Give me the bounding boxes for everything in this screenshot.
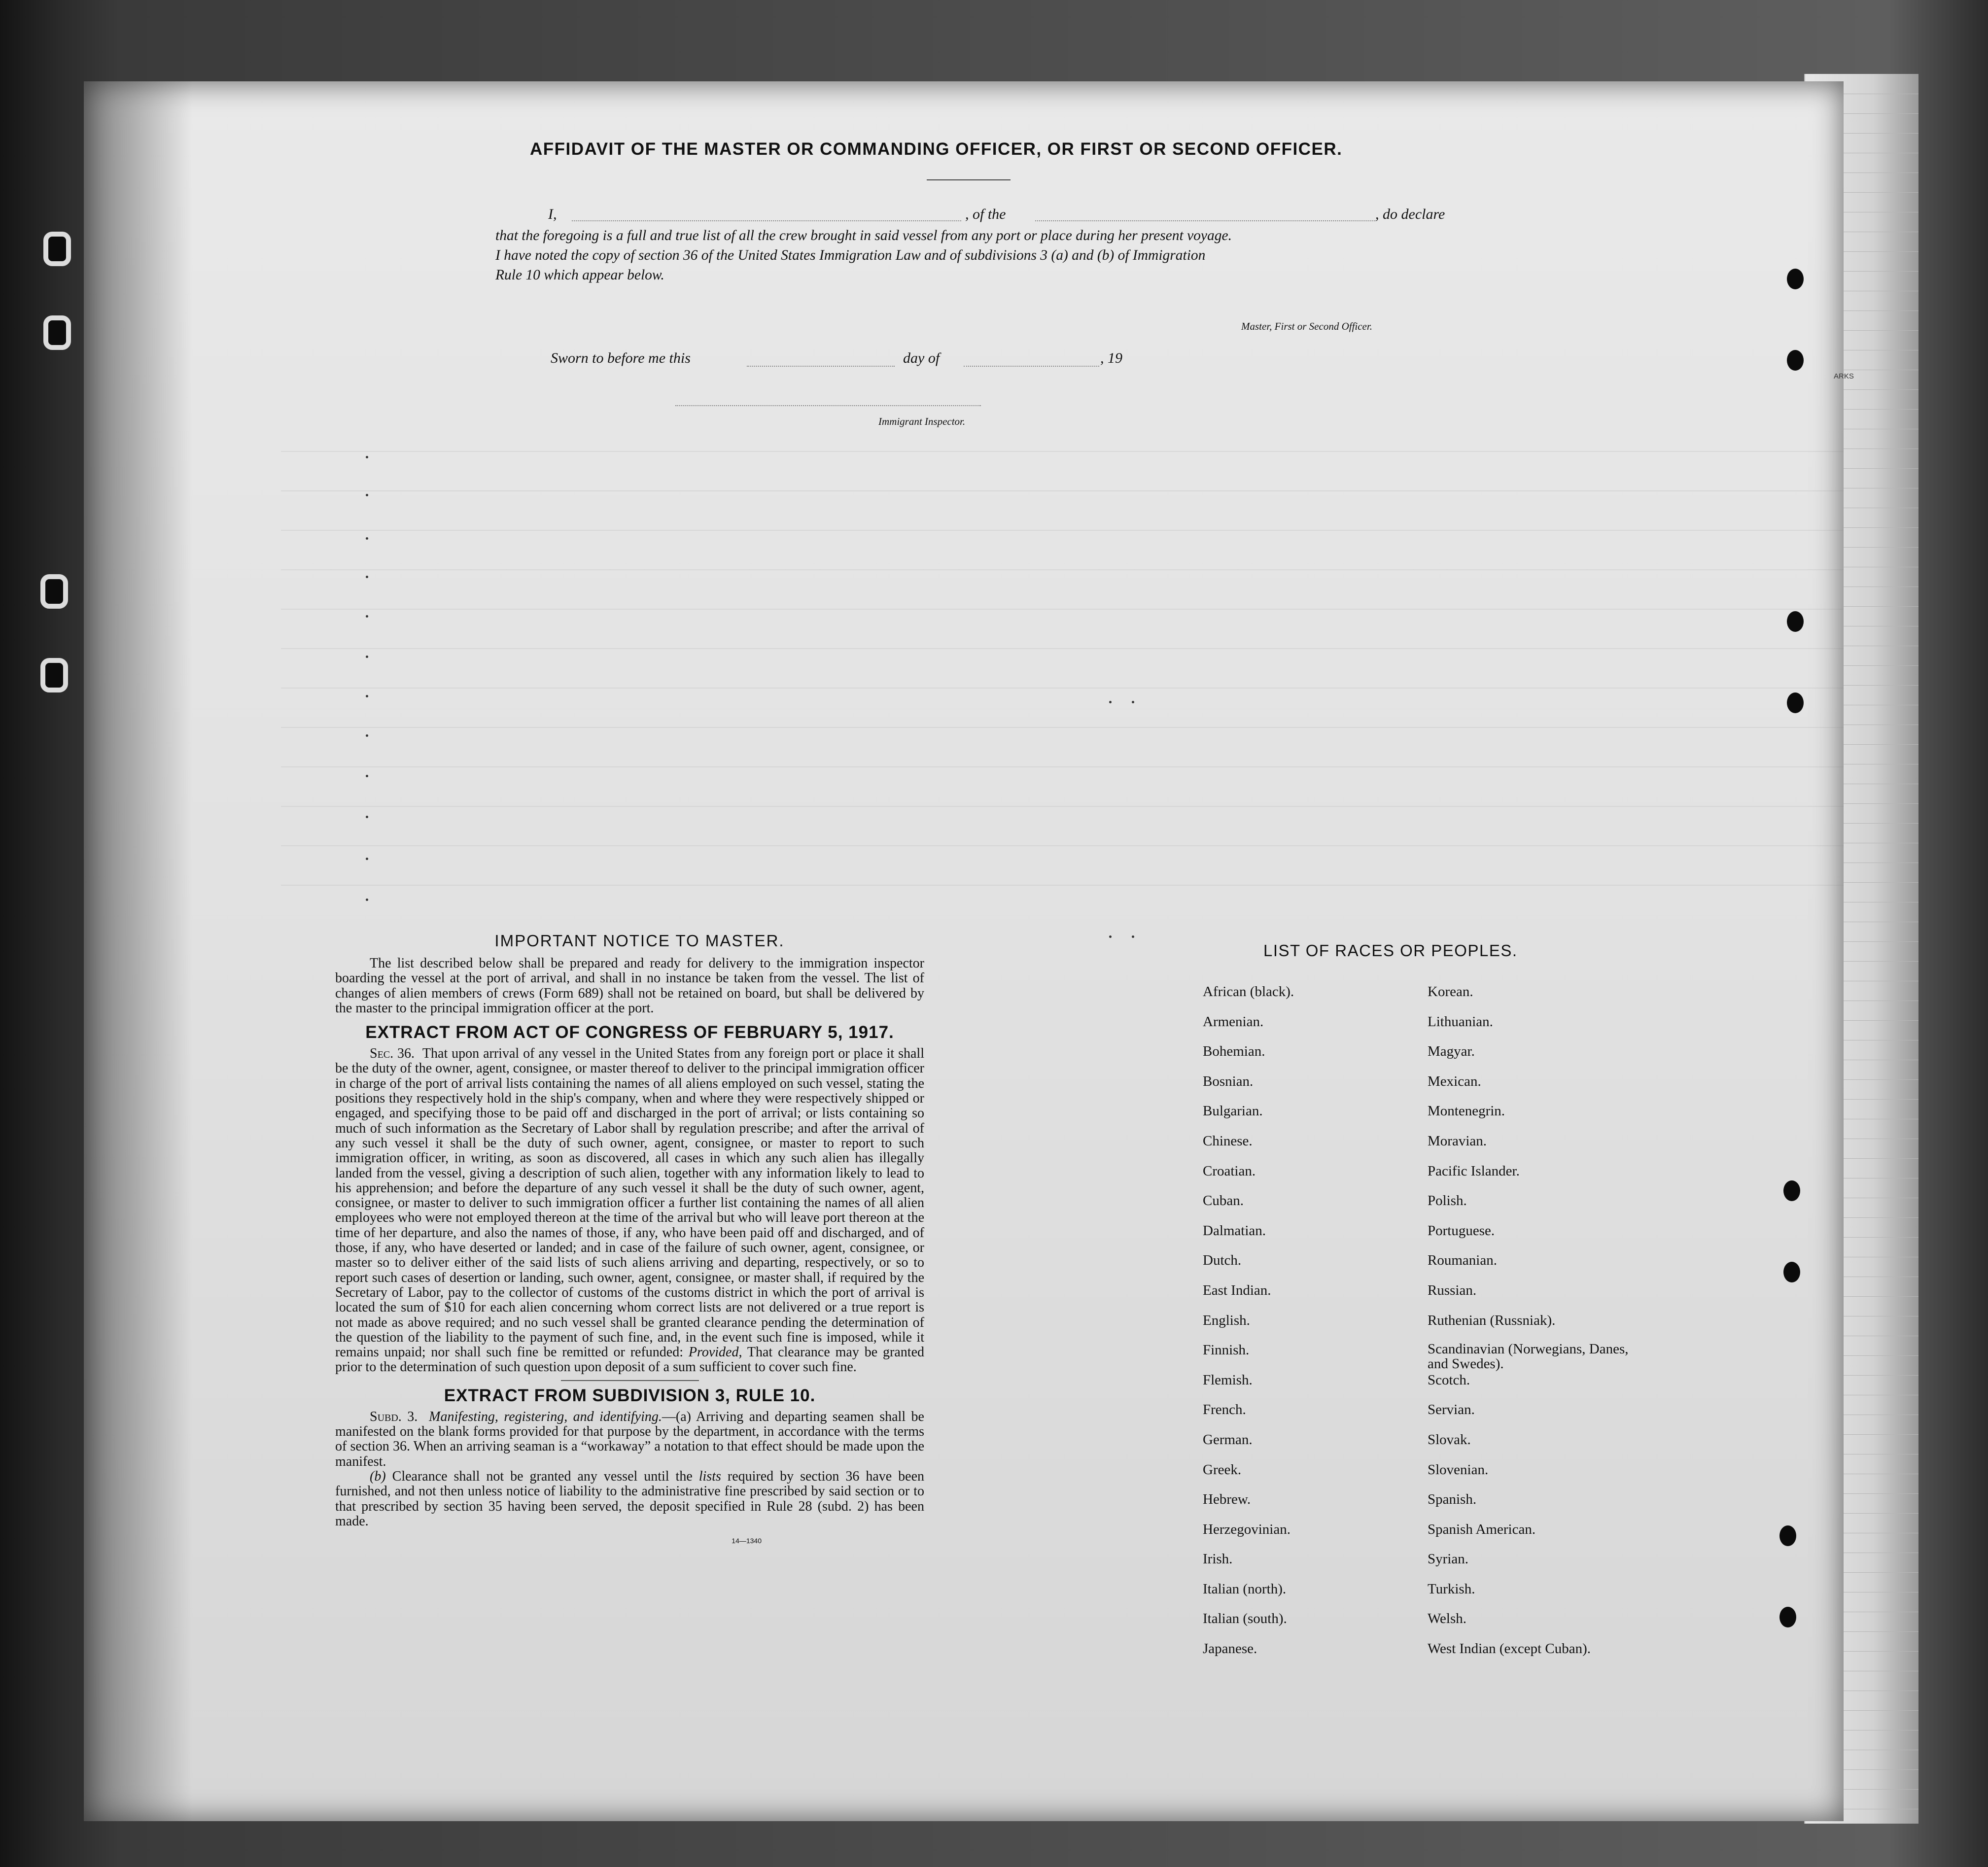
race-item: Japanese.: [1203, 1641, 1257, 1657]
punch-hole: [40, 574, 68, 609]
race-item: Italian (north).: [1203, 1581, 1287, 1597]
punch-hole: [1787, 269, 1804, 289]
race-item: East Indian.: [1203, 1282, 1271, 1298]
race-item: Moravian.: [1428, 1133, 1487, 1149]
race-item: Italian (south).: [1203, 1611, 1287, 1627]
race-item: Mexican.: [1428, 1073, 1481, 1089]
race-item: African (black).: [1203, 984, 1294, 1000]
tick-dot: [366, 858, 368, 860]
race-item: Roumanian.: [1428, 1252, 1497, 1269]
race-item: Portuguese.: [1428, 1222, 1495, 1239]
tick-dot: [366, 494, 368, 496]
notice-heading: IMPORTANT NOTICE TO MASTER.: [494, 932, 785, 950]
inspector-caption: Immigrant Inspector.: [878, 415, 966, 427]
race-item: Scandinavian (Norwegians, Danes, and Swedes).: [1428, 1341, 1629, 1372]
punch-hole: [40, 658, 68, 692]
subd-b-paragraph: [335, 1469, 924, 1529]
affidavit-do-declare: , do declare: [1375, 206, 1445, 222]
subd-a-text: Arriving and departing seamen shall be manifested on the blank forms provided for that purpose by the department, in accordance with the terms of section 36. When an arriving seaman is a “workaway” a notation to that effect should be made upon the manifest.: [335, 1409, 924, 1469]
punch-hole: [1779, 1525, 1796, 1546]
inspector-signature-line: [675, 405, 981, 406]
tick-dot: [1109, 701, 1112, 703]
sworn-label: Sworn to before me this: [551, 350, 691, 366]
race-item: Flemish.: [1203, 1372, 1253, 1388]
punch-hole: [1787, 350, 1804, 371]
races-list-left: [1203, 983, 1294, 1670]
race-item: Greek.: [1203, 1461, 1242, 1478]
tick-dot: [366, 734, 368, 737]
ghost-row: [281, 806, 1844, 807]
race-item: Scotch.: [1428, 1372, 1470, 1388]
tick-dot: [1109, 935, 1112, 938]
ghost-row: [281, 885, 1844, 886]
ghost-row: [281, 688, 1844, 689]
subd-a-paragraph: [335, 1410, 924, 1469]
tick-dot: [366, 899, 368, 901]
act-extract-text: [335, 1046, 924, 1375]
race-item: Polish.: [1428, 1193, 1467, 1209]
race-item: English.: [1203, 1312, 1250, 1328]
race-item: Spanish American.: [1428, 1521, 1536, 1537]
race-item: Hebrew.: [1203, 1491, 1251, 1508]
tick-dot: [366, 816, 368, 818]
ghost-row: [281, 451, 1844, 452]
subd-label: Subd. 3.: [370, 1409, 418, 1424]
race-item: Russian.: [1428, 1282, 1477, 1298]
ghost-row: [281, 569, 1844, 570]
tick-dot: [366, 615, 368, 618]
provided-word: Provided,: [688, 1345, 742, 1360]
tick-dot: [366, 695, 368, 697]
race-item: Croatian.: [1203, 1163, 1256, 1179]
affidavit-body-line: I have noted the copy of section 36 of the United States Immigration Law and of subdivisions 3 (a) and (b) of Immigration: [495, 247, 1206, 263]
officer-caption: Master, First or Second Officer.: [1241, 320, 1372, 332]
race-item: Slovak.: [1428, 1431, 1471, 1448]
punch-hole: [1779, 1607, 1796, 1627]
lists-word: lists: [698, 1468, 721, 1484]
races-list-right: [1428, 983, 1639, 1670]
affidavit-body-line: Rule 10 which appear below.: [495, 267, 664, 283]
day-of-label: day of: [903, 350, 940, 366]
race-item: Finnish.: [1203, 1342, 1250, 1358]
race-item: Syrian.: [1428, 1551, 1468, 1567]
rule-extract-heading: EXTRACT FROM SUBDIVISION 3, RULE 10.: [444, 1385, 816, 1405]
left-column: [335, 932, 924, 1545]
subd-title: Manifesting, registering, and identifying.: [429, 1409, 662, 1424]
race-item: Welsh.: [1428, 1611, 1467, 1627]
race-item: Pacific Islander.: [1428, 1163, 1520, 1179]
race-item: German.: [1203, 1431, 1253, 1448]
ghost-row: [281, 648, 1844, 649]
race-item: Bulgarian.: [1203, 1103, 1263, 1119]
subd-a-label: —(a): [662, 1409, 691, 1424]
punch-hole: [1783, 1262, 1800, 1282]
race-item: Dutch.: [1203, 1252, 1242, 1269]
race-item: Dalmatian.: [1203, 1222, 1266, 1239]
race-item: Bohemian.: [1203, 1043, 1265, 1060]
ghost-row: [281, 766, 1844, 767]
subd-b-label: (b): [370, 1468, 386, 1484]
races-heading: LIST OF RACES OR PEOPLES.: [1263, 941, 1518, 960]
tick-dot: [366, 537, 368, 540]
title-rule: [927, 179, 1011, 180]
tick-dot: [366, 656, 368, 658]
race-item: Armenian.: [1203, 1013, 1264, 1030]
race-item: Chinese.: [1203, 1133, 1253, 1149]
tick-dot: [366, 456, 368, 458]
ghost-row: [281, 845, 1844, 846]
tick-dot: [366, 576, 368, 578]
race-item: Magyar.: [1428, 1043, 1475, 1060]
form-code: 14—1340: [732, 1537, 762, 1545]
race-item: Turkish.: [1428, 1581, 1475, 1597]
race-item: Cuban.: [1203, 1193, 1244, 1209]
affidavit-body-line: that the foregoing is a full and true list of all the crew brought in said vessel from any port or place during her present voyage.: [495, 228, 1232, 243]
subd-b-text-end: required by section 36 have been furnished, and not then unless notice of liability to the administrative fine prescribed by said section or to that prescribed by section 35 having been served, the deposit specified in Rule 28 (subd. 2) has been made.: [335, 1468, 925, 1529]
margin-text: ARKS: [1834, 372, 1854, 380]
affidavit-i: I,: [548, 206, 557, 222]
year-label: , 19: [1100, 350, 1122, 366]
punch-hole: [1783, 1180, 1800, 1201]
affidavit-body: [495, 226, 1471, 285]
vessel-blank: [1035, 220, 1375, 221]
race-item: Slovenian.: [1428, 1461, 1489, 1478]
notice-text: The list described below shall be prepared and ready for delivery to the immigration inspector boarding the vessel at the port of arrival, and shall in no instance be taken from the vessel. The list of changes of alien members of crews (Form 689) shall not be retained on board, but shall be delivered by the master to the principal immigration officer at the port.: [335, 956, 924, 1016]
section-label: Sec. 36.: [370, 1046, 415, 1062]
section-rule: [561, 1380, 699, 1381]
tick-dot: [366, 775, 368, 777]
ghost-row: [281, 490, 1844, 491]
race-item: Spanish.: [1428, 1491, 1477, 1508]
affidavit-title: AFFIDAVIT OF THE MASTER OR COMMANDING OFFICER, OR FIRST OR SECOND OFFICER.: [530, 139, 1343, 159]
punch-hole: [1787, 692, 1804, 713]
race-item: Lithuanian.: [1428, 1013, 1493, 1030]
punch-hole: [43, 232, 71, 266]
affidavit-of-the: , of the: [965, 206, 1006, 222]
race-item: Bosnian.: [1203, 1073, 1254, 1089]
act-text-end: That clearance may be granted prior to the determination of such question upon deposit of a sum sufficient to cover such fine.: [335, 1345, 925, 1375]
race-item: Ruthenian (Russniak).: [1428, 1312, 1556, 1328]
subd-b-text: Clearance shall not be granted any vessel until the: [392, 1468, 693, 1484]
act-text: That upon arrival of any vessel in the United States from any foreign port or place it shall be the duty of the owner, agent, consignee, or master thereof to deliver to the principal immigration officer in charge of the port of arrival lists containing the names of all aliens employed on such vessel, stating the positions they respectively hold in the ship's company, when and where they were respectively shipped or engaged, and specifying those to be paid off and discharged in the port of arrival; or lists containing so much of such information as the Secretary of Labor shall by regulation prescribe; and after the arrival of any such vessel it shall be the duty of such owner, agent, consignee, or master to report to such immigration officer, in writing, as soon as discovered, all cases in which any such alien has illegally landed from the vessel, giving a description of such alien, together with any information likely to lead to his apprehension; and before the departure of any such vessel it shall be the duty of such owner, agent, consignee, or master to deliver to such immigration officer a further list containing the names of all alien employees who were not employed thereon at the time of the arrival but who will leave port thereon at the time of her departure, and also the names of those, if any, who have been paid off and discharged, and of those, if any, who have deserted or landed; and in case of the failure of such owner, agent, consignee, or master so to deliver either of the said lists of such aliens arriving and departing, respectively, or so to report such cases of desertion or landing, such owner, agent, consignee, or master shall, if required by the Secretary of Labor, pay to the collector of customs of the customs district in which the port of arrival is located the sum of $10 for each alien concerning whom correct lists are not delivered or a true report is not made as above required; and no such vessel shall be granted clearance pending the determination of the question of the liability to the payment of such fine, and, in the event such fine is imposed, while it remains unpaid; nor shall such fine be remitted or refunded:: [335, 1046, 924, 1360]
ghost-row: [281, 530, 1844, 531]
race-item: West Indian (except Cuban).: [1428, 1641, 1591, 1657]
tick-dot: [1132, 701, 1134, 703]
page-shadow: [84, 81, 192, 1821]
tick-dot: [1132, 935, 1134, 938]
race-item: Servian.: [1428, 1402, 1475, 1418]
race-item: French.: [1203, 1402, 1246, 1418]
name-blank: [572, 220, 961, 221]
punch-hole: [43, 315, 71, 350]
race-item: Montenegrin.: [1428, 1103, 1505, 1119]
sworn-month-blank: [964, 366, 1099, 367]
sworn-day-blank: [747, 366, 895, 367]
race-item: Korean.: [1428, 984, 1473, 1000]
punch-hole: [1787, 611, 1804, 632]
ghost-row: [281, 727, 1844, 728]
ghost-row: [281, 609, 1844, 610]
race-item: Herzegovinian.: [1203, 1521, 1290, 1537]
race-item: Irish.: [1203, 1551, 1233, 1567]
act-extract-heading: EXTRACT FROM ACT OF CONGRESS OF FEBRUARY 5, 1917.: [365, 1023, 894, 1042]
